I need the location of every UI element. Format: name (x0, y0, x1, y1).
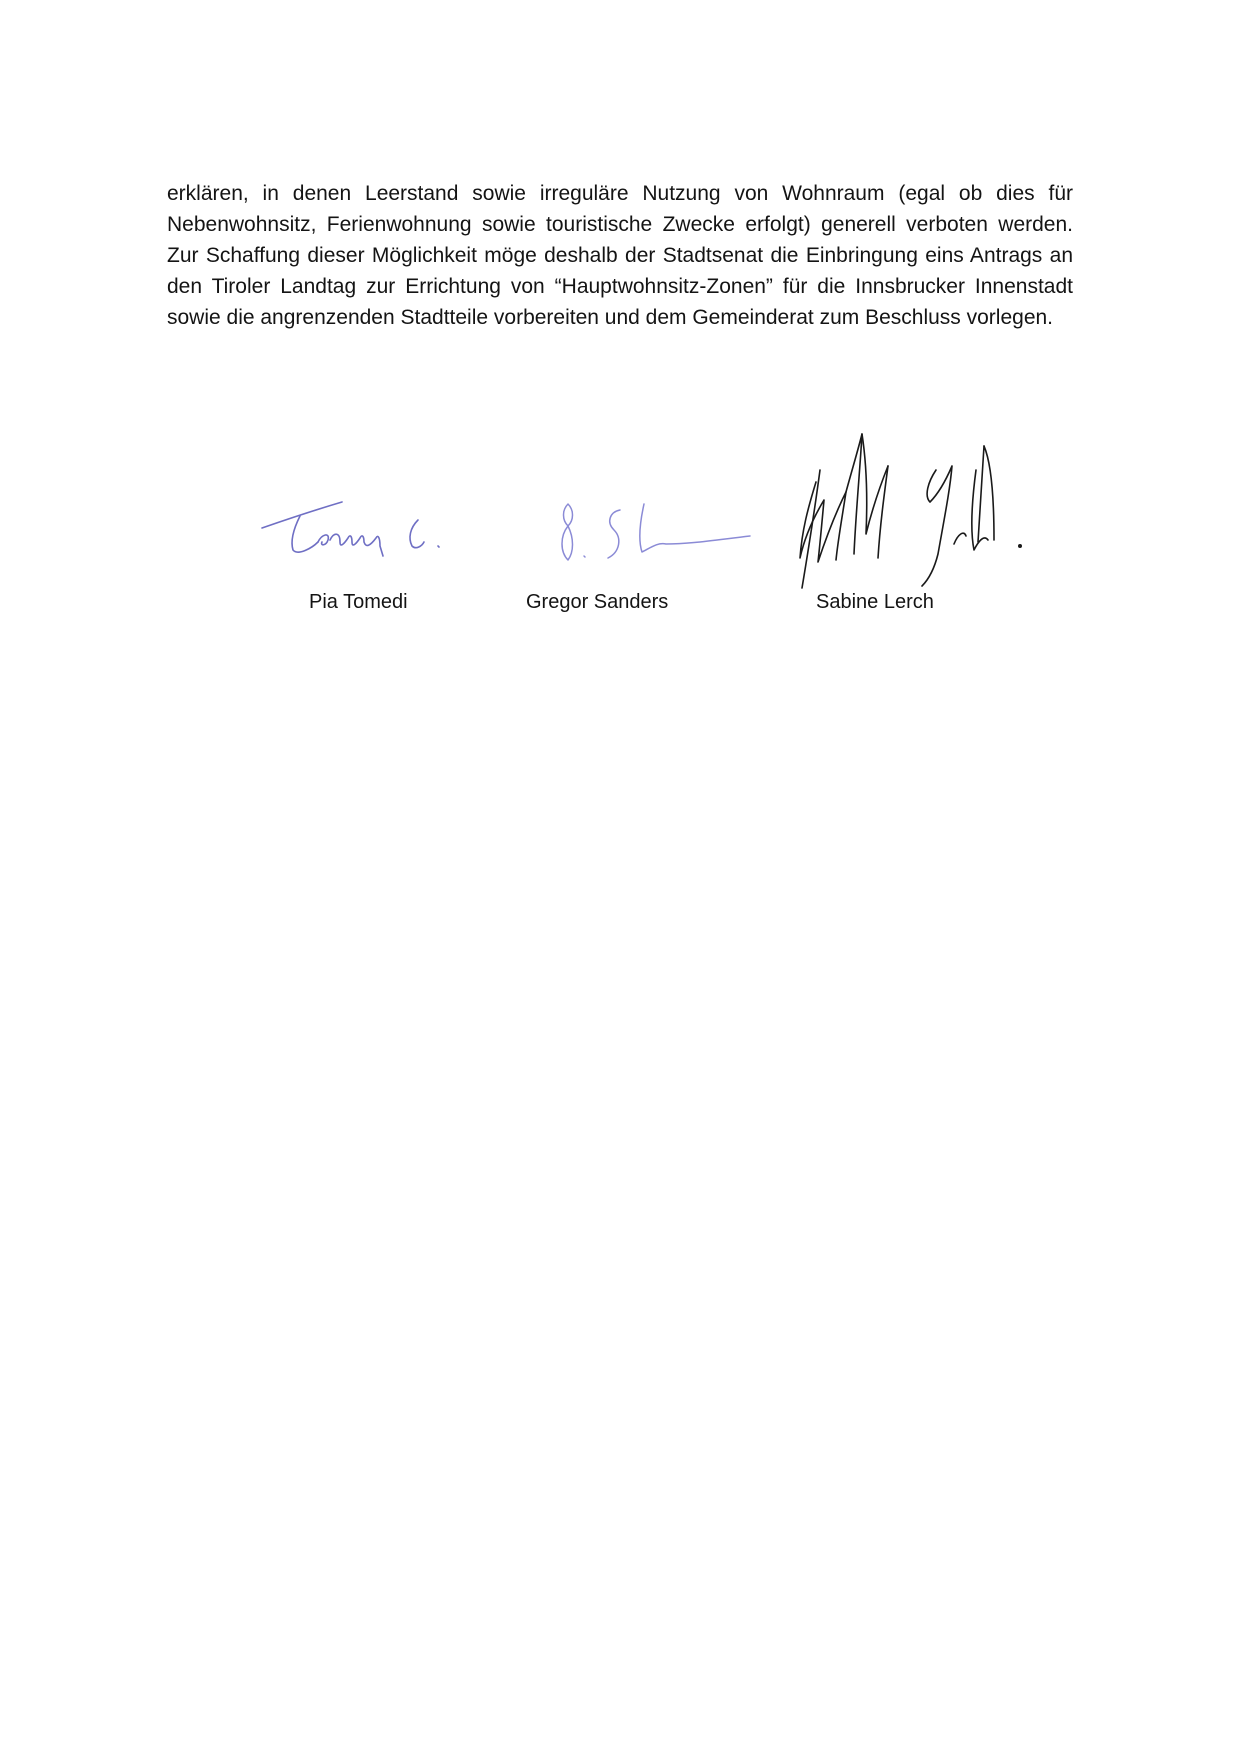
signature-block (240, 430, 1060, 630)
signatory-name-sabine-lerch: Sabine Lerch (816, 591, 934, 613)
body-paragraph: erklären, in denen Leerstand sowie irreguläre Nutzung von Wohnraum (egal ob dies für Nebenwohnsitz, Ferienwohnung sowie touristische Zwecke erfolgt) generell verboten werden. Zur Schaffung dieser Möglichkeit möge deshalb der Stadtsenat die Einbringung eins Antrags an den Tiroler Landtag zur Errichtung von “Hauptwohnsitz-Zonen” für die Innsbrucker Innenstadt sowie die angrenzenden Stadtteile vorbereiten und dem Gemeinderat zum Beschluss vorlegen. (167, 182, 1073, 329)
signature-sabine-lerch (788, 430, 1028, 595)
signatory-name-pia-tomedi: Pia Tomedi (309, 591, 408, 613)
signatory-name-gregor-sanders: Gregor Sanders (526, 591, 669, 613)
signature-pia-tomedi (260, 498, 470, 578)
signature-gregor-sanders (540, 500, 755, 580)
